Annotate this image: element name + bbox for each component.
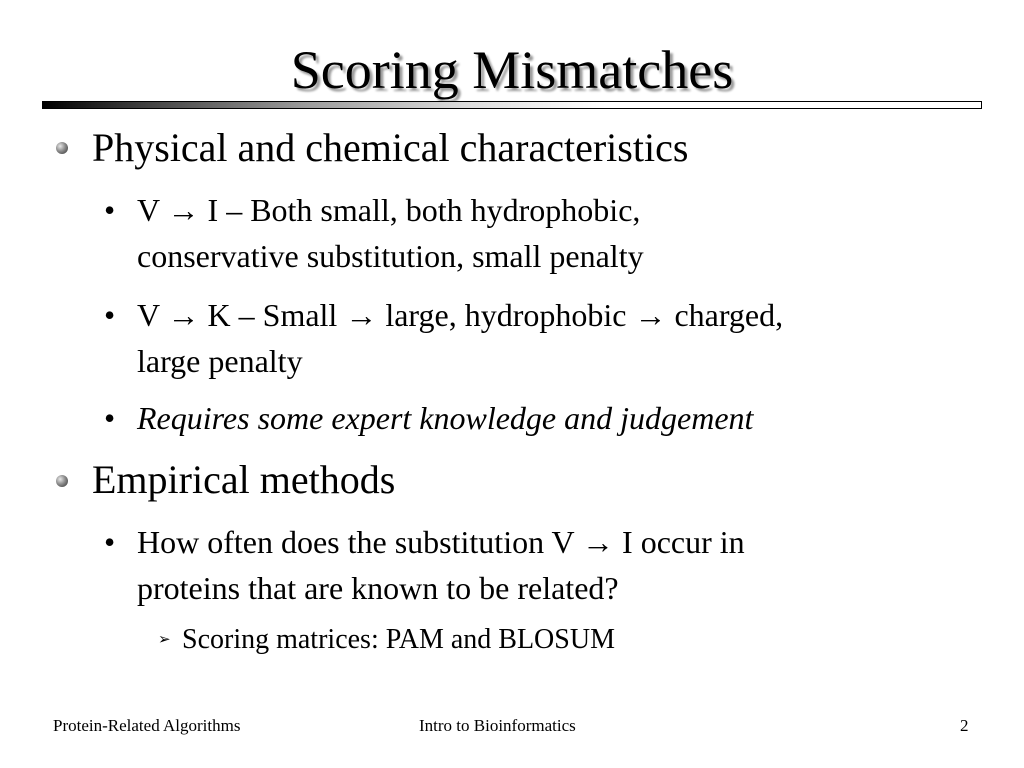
sub-bullet-icon: • (104, 524, 116, 560)
sub-bullet-v-i-line-2: conservative substitution, small penalty (137, 238, 644, 274)
bullet-dot-icon (56, 475, 68, 487)
arrowhead-bullet-icon: ➢ (158, 630, 171, 648)
bullet-dot-icon (56, 142, 68, 154)
sub-bullet-v-i-line-1: V → I – Both small, both hydrophobic, (137, 192, 641, 228)
sub-bullet-v-k-line-2: large penalty (137, 343, 303, 379)
sub-sub-bullet-scoring-matrices: Scoring matrices: PAM and BLOSUM (182, 624, 615, 655)
title-divider (42, 101, 982, 109)
slide-number: 2 (960, 716, 969, 735)
bullet-empirical-methods: Empirical methods (92, 457, 396, 502)
sub-bullet-how-often-line-2: proteins that are known to be related? (137, 570, 619, 606)
sub-bullet-icon: • (104, 400, 116, 436)
footer-course-name: Intro to Bioinformatics (419, 716, 576, 735)
slide-title: Scoring Mismatches (290, 40, 734, 100)
sub-bullet-how-often-line-1: How often does the substitution V → I occur in (137, 524, 745, 560)
sub-bullet-v-k-line-1: V → K – Small → large, hydrophobic → charged, (137, 297, 784, 333)
sub-bullet-icon: • (104, 192, 116, 228)
sub-bullet-expert-knowledge: Requires some expert knowledge and judgement (137, 400, 754, 436)
sub-bullet-icon: • (104, 297, 116, 333)
bullet-physical-chemical: Physical and chemical characteristics (92, 125, 689, 170)
footer-course-topic: Protein-Related Algorithms (53, 716, 241, 735)
